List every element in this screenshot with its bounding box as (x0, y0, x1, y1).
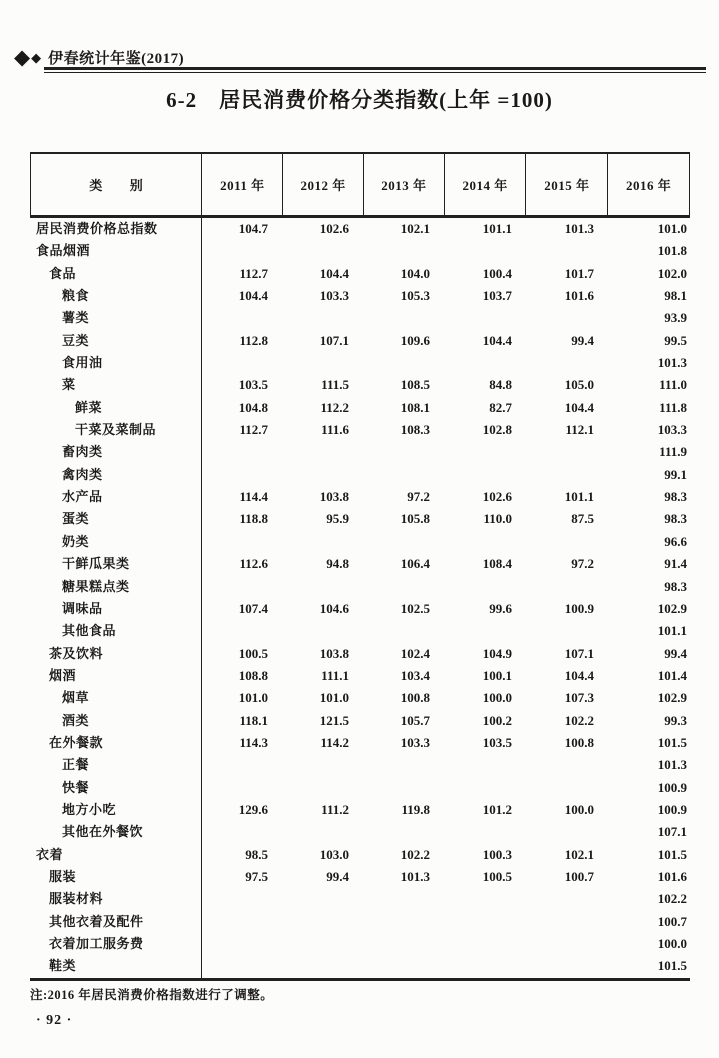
cell-value: 93.9 (664, 310, 687, 326)
table-row (30, 710, 690, 732)
cell-value: 102.8 (482, 422, 512, 438)
cell-value: 97.5 (245, 868, 268, 884)
row-label: 在外餐款 (30, 732, 202, 754)
cell-value (527, 441, 609, 463)
cell-value (527, 352, 609, 374)
year-header-cell-2011: 2011 年 (202, 154, 283, 215)
cell-value: 102.9 (657, 690, 687, 706)
table-row (30, 933, 690, 955)
cell-value: 101.5 (657, 958, 687, 974)
page-title: 6-2 居民消费价格分类指数(上年 =100) (166, 88, 553, 112)
cell-value: 105.3 (400, 288, 430, 304)
table-row (30, 464, 690, 486)
cell-value (445, 933, 527, 955)
cell-value: 114.2 (320, 734, 349, 750)
cell-value (364, 933, 445, 955)
cell-value: 100.9 (657, 779, 687, 795)
cell-value (364, 240, 445, 262)
cell-value: 101.1 (564, 489, 594, 505)
cell-value: 109.6 (400, 332, 430, 348)
cell-value: 100.8 (564, 734, 594, 750)
cell-value: 99.1 (664, 466, 687, 482)
table-row (30, 911, 690, 933)
cell-value: 103.7 (482, 288, 512, 304)
cell-value: 111.2 (321, 801, 349, 817)
cell-value: 87.5 (571, 511, 594, 527)
cell-value (202, 821, 283, 843)
row-label: 服装 (30, 866, 202, 888)
cell-value: 101.3 (657, 355, 687, 371)
row-label: 酒类 (30, 710, 202, 732)
cell-value: 95.9 (326, 511, 349, 527)
cell-value: 101.3 (657, 757, 687, 773)
cell-value: 94.8 (326, 556, 349, 572)
row-label: 菜 (30, 374, 202, 396)
cell-value: 104.7 (238, 221, 268, 236)
cell-value (445, 911, 527, 933)
cell-value: 103.5 (238, 377, 268, 393)
cell-value: 100.2 (482, 712, 512, 728)
table-row (30, 754, 690, 776)
cell-value: 101.3 (564, 221, 594, 236)
cell-value (283, 620, 364, 642)
cell-value (445, 531, 527, 553)
table-row (30, 285, 690, 307)
diamond-large-icon: ◆ (14, 44, 31, 69)
cell-value (202, 888, 283, 910)
cell-value (202, 307, 283, 329)
cell-value: 108.4 (482, 556, 512, 572)
cell-value: 97.2 (571, 556, 594, 572)
cell-value (445, 821, 527, 843)
cell-value: 104.8 (238, 399, 268, 415)
cell-value: 121.5 (319, 712, 349, 728)
row-label: 干菜及菜制品 (30, 419, 202, 441)
cell-value: 107.1 (319, 332, 349, 348)
cell-value (527, 911, 609, 933)
cell-value: 102.4 (400, 645, 430, 661)
cell-value: 100.0 (564, 801, 594, 817)
cell-value: 112.1 (565, 422, 594, 438)
cell-value (364, 307, 445, 329)
cell-value: 102.2 (400, 846, 430, 862)
cell-value (445, 352, 527, 374)
cell-value (283, 777, 364, 799)
cell-value (283, 240, 364, 262)
row-label: 奶类 (30, 531, 202, 553)
cell-value: 99.5 (664, 332, 687, 348)
cell-value: 104.4 (238, 288, 268, 304)
cell-value: 102.9 (657, 600, 687, 616)
cell-value: 98.3 (664, 489, 687, 505)
cell-value: 112.8 (239, 332, 268, 348)
cell-value (445, 240, 527, 262)
cell-value (283, 911, 364, 933)
cell-value: 101.5 (657, 734, 687, 750)
cell-value: 100.0 (657, 936, 687, 951)
year-header-cell-2013: 2013 年 (364, 154, 445, 215)
cell-value: 101.0 (319, 690, 349, 706)
year-header-cell-2015: 2015 年 (526, 154, 608, 215)
cpi-table (30, 152, 690, 981)
table-row (30, 441, 690, 463)
row-label: 衣着加工服务费 (30, 933, 202, 955)
year-header-cell-2014: 2014 年 (445, 154, 527, 215)
cell-value (527, 754, 609, 776)
cell-value (445, 754, 527, 776)
row-label: 正餐 (30, 754, 202, 776)
cell-value (364, 576, 445, 598)
row-label: 烟酒 (30, 665, 202, 687)
cell-value: 101.4 (657, 667, 687, 683)
cell-value: 100.4 (482, 265, 512, 281)
table-row (30, 821, 690, 843)
cell-value: 103.0 (319, 846, 349, 862)
cell-value: 104.4 (564, 667, 594, 683)
cell-value (445, 620, 527, 642)
cell-value: 99.4 (571, 332, 594, 348)
cell-value: 111.6 (321, 422, 349, 438)
cell-value (527, 531, 609, 553)
table-row (30, 576, 690, 598)
row-label: 地方小吃 (30, 799, 202, 821)
cell-value (202, 777, 283, 799)
cell-value (445, 441, 527, 463)
cell-value (527, 888, 609, 910)
cell-value (202, 352, 283, 374)
cell-value: 101.5 (657, 846, 687, 862)
row-label: 糖果糕点类 (30, 576, 202, 598)
cell-value: 102.2 (657, 891, 687, 907)
cell-value: 101.1 (482, 221, 512, 236)
table-row (30, 374, 690, 396)
cell-value: 101.1 (657, 623, 687, 639)
cell-value: 111.5 (321, 377, 349, 393)
cell-value: 111.9 (659, 444, 687, 460)
cell-value: 100.1 (482, 667, 512, 683)
cell-value: 104.6 (319, 600, 349, 616)
table-row (30, 888, 690, 910)
cell-value: 104.0 (400, 265, 430, 281)
cell-value (364, 464, 445, 486)
cell-value: 103.8 (319, 645, 349, 661)
cell-value (364, 754, 445, 776)
cell-value (527, 933, 609, 955)
cell-value: 104.9 (482, 645, 512, 661)
cell-value (364, 888, 445, 910)
row-label: 薯类 (30, 307, 202, 329)
cell-value (283, 352, 364, 374)
cell-value: 99.6 (489, 600, 512, 616)
row-label: 粮食 (30, 285, 202, 307)
cell-value (364, 911, 445, 933)
cell-value: 102.6 (319, 221, 349, 236)
cell-value: 101.7 (564, 265, 594, 281)
row-label: 干鲜瓜果类 (30, 553, 202, 575)
cell-value (202, 933, 283, 955)
cell-value (445, 777, 527, 799)
table-body (30, 218, 690, 981)
row-label: 蛋类 (30, 508, 202, 530)
cell-value (364, 531, 445, 553)
cell-value: 99.3 (664, 712, 687, 728)
cell-value: 119.8 (401, 801, 430, 817)
cell-value (527, 576, 609, 598)
cell-value: 112.7 (239, 422, 268, 438)
cell-value (527, 464, 609, 486)
cell-value: 82.7 (489, 399, 512, 415)
cell-value: 98.1 (664, 288, 687, 304)
cell-value (283, 888, 364, 910)
row-label: 烟草 (30, 687, 202, 709)
row-label: 快餐 (30, 777, 202, 799)
cell-value (283, 955, 364, 977)
cell-value: 112.6 (239, 556, 268, 572)
table-row (30, 687, 690, 709)
cell-value: 107.1 (657, 824, 687, 840)
cell-value: 99.4 (326, 868, 349, 884)
cell-value (202, 754, 283, 776)
table-row (30, 218, 690, 240)
cell-value (283, 307, 364, 329)
yearbook-title: 伊春统计年鉴(2017) (48, 50, 185, 67)
cell-value: 101.2 (482, 801, 512, 817)
cell-value: 103.3 (657, 422, 687, 438)
cell-value: 105.0 (564, 377, 594, 393)
cell-value: 98.5 (245, 846, 268, 862)
cell-value (527, 777, 609, 799)
cell-value: 103.4 (400, 667, 430, 683)
table-row (30, 419, 690, 441)
row-label: 水产品 (30, 486, 202, 508)
table-row (30, 330, 690, 352)
cell-value (445, 576, 527, 598)
cell-value: 118.8 (239, 511, 268, 527)
row-label: 食品烟酒 (30, 240, 202, 262)
cell-value: 100.0 (482, 690, 512, 706)
table-row (30, 844, 690, 866)
table-header-row (30, 152, 690, 218)
cell-value (364, 821, 445, 843)
cell-value: 97.2 (407, 489, 430, 505)
cell-value: 100.3 (482, 846, 512, 862)
cell-value: 114.3 (239, 734, 268, 750)
cell-value: 84.8 (489, 377, 512, 393)
cell-value: 101.6 (564, 288, 594, 304)
table-row (30, 665, 690, 687)
table-row (30, 397, 690, 419)
table-row (30, 240, 690, 262)
cell-value: 100.8 (400, 690, 430, 706)
cell-value: 100.7 (564, 868, 594, 884)
cell-value: 100.9 (564, 600, 594, 616)
cell-value: 101.8 (657, 243, 687, 259)
row-label: 其他在外餐饮 (30, 821, 202, 843)
cell-value (527, 240, 609, 262)
cell-value: 99.4 (664, 645, 687, 661)
row-label: 服装材料 (30, 888, 202, 910)
cell-value: 110.0 (483, 511, 512, 527)
cell-value: 104.4 (564, 399, 594, 415)
cell-value (445, 955, 527, 977)
cell-value: 101.3 (400, 868, 430, 884)
cell-value (202, 576, 283, 598)
table-row (30, 732, 690, 754)
cell-value: 103.5 (482, 734, 512, 750)
cell-value (283, 531, 364, 553)
cell-value: 108.3 (400, 422, 430, 438)
cell-value (527, 307, 609, 329)
cell-value: 102.5 (400, 600, 430, 616)
cell-value: 118.1 (239, 712, 268, 728)
row-label: 鲜菜 (30, 397, 202, 419)
cell-value: 101.6 (657, 868, 687, 884)
row-label: 茶及饮料 (30, 643, 202, 665)
cell-value (202, 911, 283, 933)
cell-value: 112.2 (320, 399, 349, 415)
cell-value: 102.2 (564, 712, 594, 728)
cell-value: 102.0 (657, 265, 687, 281)
cell-value (364, 955, 445, 977)
row-label: 衣着 (30, 844, 202, 866)
cell-value: 102.1 (400, 221, 430, 236)
cell-value (445, 464, 527, 486)
table-row (30, 553, 690, 575)
table-row (30, 531, 690, 553)
cell-value (202, 464, 283, 486)
page-number: · 92 · (36, 1013, 73, 1028)
cell-value: 104.4 (482, 332, 512, 348)
cell-value: 100.5 (482, 868, 512, 884)
cell-value (364, 441, 445, 463)
cell-value: 96.6 (664, 533, 687, 549)
cell-value: 100.9 (657, 801, 687, 817)
row-label: 禽肉类 (30, 464, 202, 486)
row-label: 鞋类 (30, 955, 202, 977)
table-row (30, 508, 690, 530)
cell-value: 101.0 (657, 221, 687, 236)
cell-value (364, 620, 445, 642)
table-row (30, 598, 690, 620)
cell-value: 103.8 (319, 489, 349, 505)
table-row (30, 620, 690, 642)
cell-value: 98.3 (664, 578, 687, 594)
row-label: 调味品 (30, 598, 202, 620)
cell-value: 105.8 (400, 511, 430, 527)
cell-value: 114.4 (239, 489, 268, 505)
table-row (30, 643, 690, 665)
row-label: 食用油 (30, 352, 202, 374)
category-header-cell: 类 别 (31, 154, 202, 215)
diamond-small-icon: ◆ (31, 49, 42, 65)
cell-value: 106.4 (400, 556, 430, 572)
cell-value: 112.7 (239, 265, 268, 281)
table-row (30, 866, 690, 888)
cell-value (445, 888, 527, 910)
cell-value: 107.1 (564, 645, 594, 661)
table-row (30, 307, 690, 329)
cell-value: 91.4 (664, 556, 687, 572)
row-label: 畜肉类 (30, 441, 202, 463)
cell-value (283, 933, 364, 955)
cell-value: 107.4 (238, 600, 268, 616)
cell-value: 101.0 (238, 690, 268, 706)
row-label: 居民消费价格总指数 (30, 218, 202, 240)
cell-value (202, 240, 283, 262)
cell-value: 103.3 (400, 734, 430, 750)
cell-value: 104.4 (319, 265, 349, 281)
cell-value (527, 821, 609, 843)
row-label: 豆类 (30, 330, 202, 352)
cell-value: 102.6 (482, 489, 512, 505)
row-label: 其他食品 (30, 620, 202, 642)
cell-value (202, 955, 283, 977)
cell-value: 108.1 (400, 399, 430, 415)
cell-value (202, 620, 283, 642)
table-row (30, 777, 690, 799)
year-header-cell-2016: 2016 年 (625, 178, 672, 193)
cell-value (202, 531, 283, 553)
cell-value: 105.7 (400, 712, 430, 728)
cell-value: 100.7 (657, 913, 687, 929)
cell-value: 111.0 (659, 377, 687, 393)
cell-value: 108.5 (400, 377, 430, 393)
cell-value (283, 576, 364, 598)
table-row (30, 799, 690, 821)
table-row (30, 352, 690, 374)
cell-value (527, 955, 609, 977)
cell-value (364, 777, 445, 799)
cell-value: 129.6 (238, 801, 268, 817)
table-row (30, 955, 690, 977)
cell-value (445, 307, 527, 329)
cell-value (283, 441, 364, 463)
cell-value (202, 441, 283, 463)
cell-value (283, 754, 364, 776)
cell-value: 103.3 (319, 288, 349, 304)
table-row (30, 486, 690, 508)
cell-value: 108.8 (238, 667, 268, 683)
footnote: 注:2016 年居民消费价格指数进行了调整。 (30, 988, 274, 1002)
cell-value (283, 821, 364, 843)
cell-value: 102.1 (564, 846, 594, 862)
cell-value: 100.5 (238, 645, 268, 661)
cell-value (364, 352, 445, 374)
masthead-rule (44, 67, 706, 73)
cell-value: 107.3 (564, 690, 594, 706)
cell-value: 111.8 (659, 399, 687, 415)
year-header-cell-2012: 2012 年 (283, 154, 364, 215)
cell-value: 111.1 (321, 667, 349, 683)
table-row (30, 263, 690, 285)
row-label: 食品 (30, 263, 202, 285)
cell-value: 98.3 (664, 511, 687, 527)
cell-value (283, 464, 364, 486)
row-label: 其他衣着及配件 (30, 911, 202, 933)
cell-value (527, 620, 609, 642)
